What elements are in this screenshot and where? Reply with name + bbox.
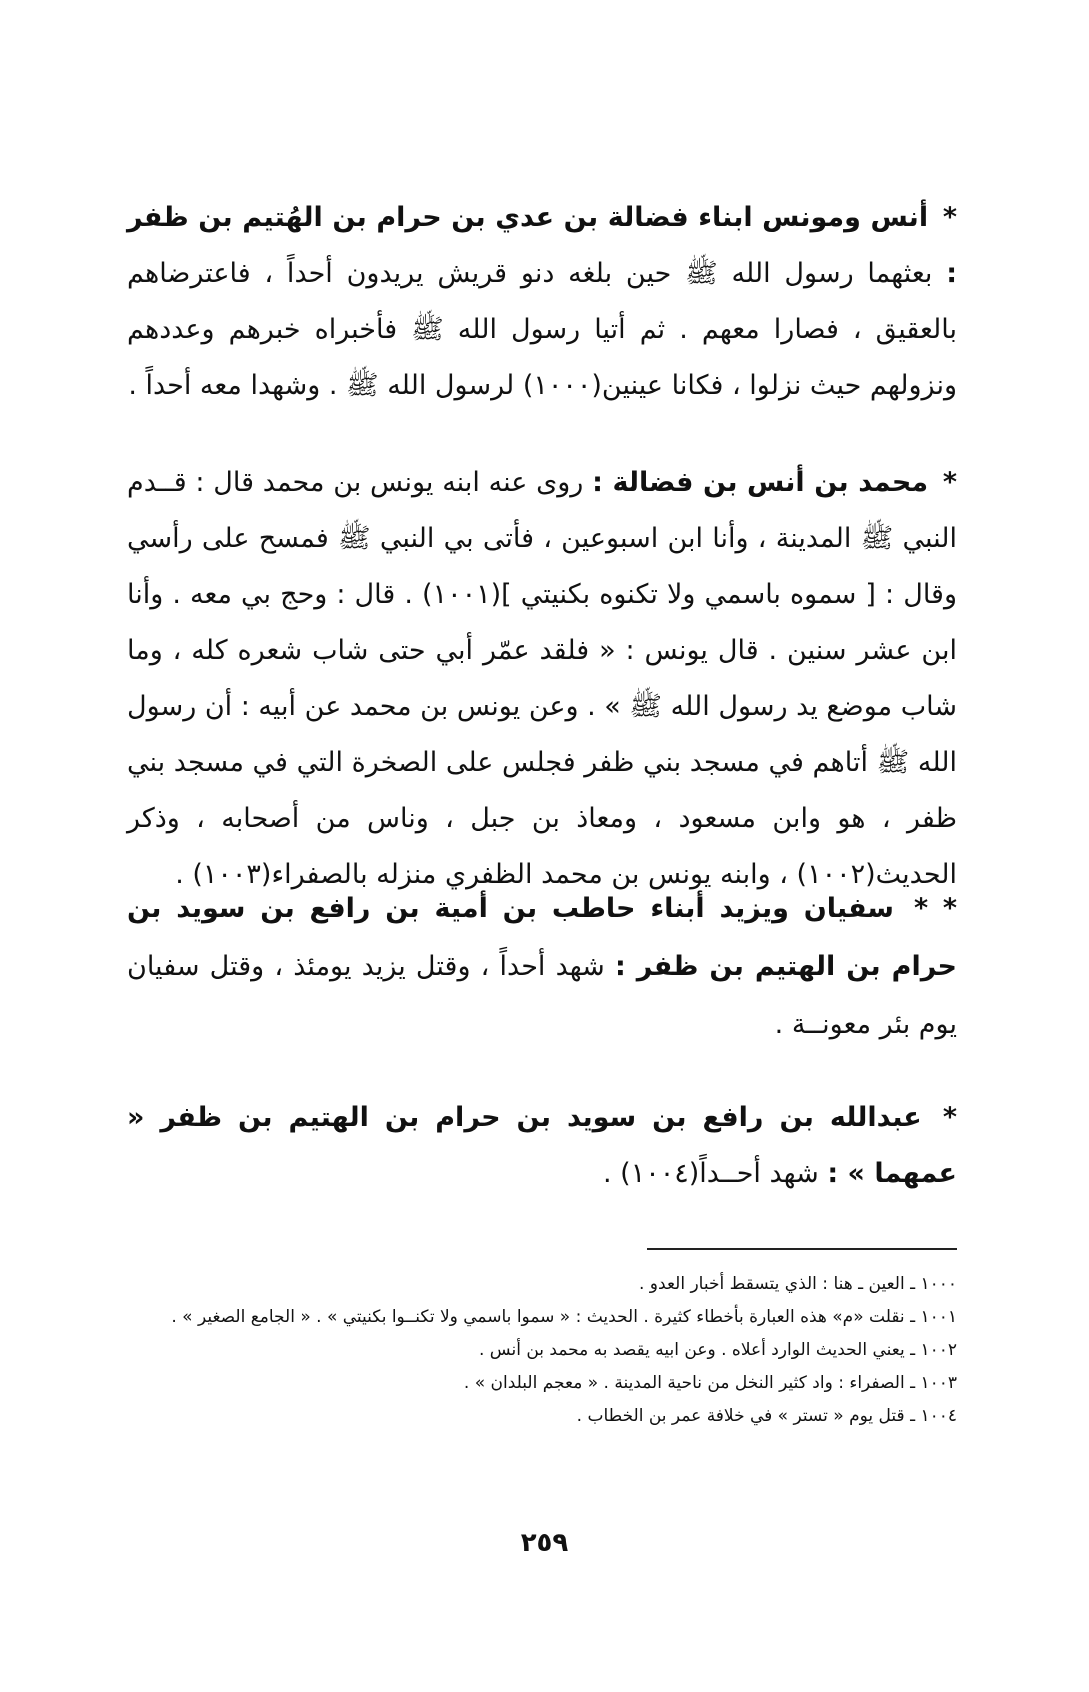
footnote: ١٠٠٤ ـ قتل يوم « تستر » في خلافة عمر بن الخطاب . [576, 1406, 957, 1426]
footnote: ١٠٠٠ ـ العين ـ هنا : الذي يتسقط أخبار العدو . [639, 1274, 957, 1294]
entry-body: روى عنه ابنه يونس بن محمد قال : قــدم النبي ﷺ المدينة ، وأنا ابن اسبوعين ، فأتى بي النبي ﷺ فمسح على رأسي وقال : [ سموه باسمي ولا تكنوه بكنيتي ](١٠٠١) . قال : وحج بي معه . وأنا ابن عشر سنين . قال يونس : « فلقد عمّر أبي حتى شاب شعره كله ، وما شاب موضع يد رسول الله ﷺ » . وعن يونس بن محمد عن أبيه : أن رسول الله ﷺ أتاهم في مسجد بني ظفر فجلس على الصخرة التي في مسجد بني ظفر ، هو وابن مسعود ، ومعاذ بن جبل ، وناس من أصحابه ، وذكر الحديث(١٠٠٢) ، وابنه يونس بن محمد الظفري منزله بالصفراء(١٠٠٣) . [127, 467, 957, 890]
entry-marker: * * [913, 893, 958, 924]
entry-body: شهد أحــداً(١٠٠٤) . [602, 1158, 819, 1189]
entry-marker: * [942, 1102, 957, 1133]
entry-heading: سفيان ويزيد أبناء حاطب بن أمية بن رافع بن سويد بن حرام بن الهتيم بن ظفر : [127, 893, 957, 982]
biography-entry [127, 880, 957, 1054]
footnote: ١٠٠٢ ـ يعني الحديث الوارد أعلاه . وعن ابيه يقصد به محمد بن أنس . [479, 1340, 957, 1360]
biography-entry [127, 190, 957, 414]
footnote: ١٠٠٣ ـ الصفراء : واد كثير النخل من ناحية المدينة . « معجم البلدان » . [463, 1373, 957, 1393]
footnotes-list [127, 1268, 957, 1433]
footnote: ١٠٠١ ـ نقلت «م» هذه العبارة بأخطاء كثيرة . الحديث : « سموا باسمي ولا تكنــوا بكنيتي » . « الجامع الصغير » . [171, 1307, 957, 1327]
entry-body: شهد أحداً ، وقتل يزيد يومئذ ، وقتل سفيان يوم بئر معونــة . [127, 951, 957, 1040]
entry-marker: * [942, 467, 957, 498]
biography-entry [127, 1090, 957, 1202]
footnote-divider [647, 1248, 957, 1250]
entry-body: بعثهما رسول الله ﷺ حين بلغه دنو قريش يريدون أحداً ، فاعترضاهم بالعقيق ، فصارا معهم . ثم أتيا رسول الله ﷺ فأخبراه خبرهم وعددهم ونزولهم حيث نزلوا ، فكانا عينين(١٠٠٠) لرسول الله ﷺ . وشهدا معه أحداً . [127, 258, 957, 401]
entry-heading: محمد بن أنس بن فضالة : [592, 467, 929, 498]
page-number: ٢٥٩ [520, 1528, 569, 1558]
entry-marker: * [942, 202, 957, 233]
biography-entry [127, 455, 957, 903]
entry-heading: عبدالله بن رافع بن سويد بن حرام بن الهتيم بن ظفر « عمهما » : [127, 1102, 957, 1189]
entry-heading: أنس ومونس ابناء فضالة بن عدي بن حرام بن الهُتيم بن ظفر : [127, 202, 957, 289]
